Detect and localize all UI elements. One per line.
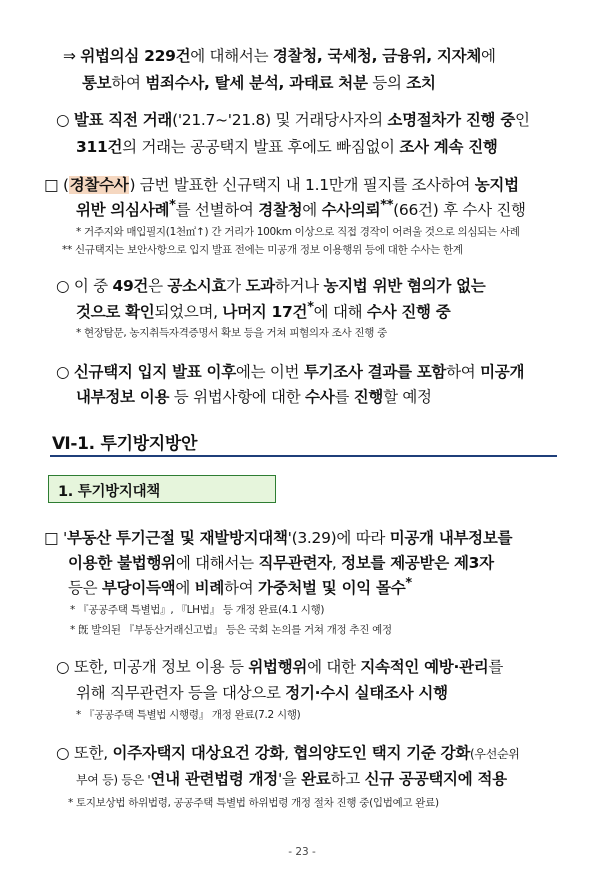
p3-line-1: □ (경찰수사) 금번 발표한 신규택지 내 1.1만개 필지를 조사하여 농지법 xyxy=(44,176,519,194)
p3-note-1: * 거주지와 매입필지(1천㎡↑) 간 거리가 100km 이상으로 직접 경작이 어려울 것으로 의심되는 사례 xyxy=(76,226,520,238)
p5-line-1: ○ 신규택지 입지 발표 이후에는 이번 투기조사 결과를 포함하여 미공개 xyxy=(56,363,525,381)
p8-line-1: ○ 또한, 이주자택지 대상요건 강화, 협의양도인 택지 기준 강화(우선순위 xyxy=(56,744,520,762)
p1-line-2: 통보하여 범죄수사, 탈세 분석, 과태료 처분 등의 조치 xyxy=(82,74,436,92)
p7-note-1: * 『공공주택 특별법 시행령』 개정 완료(7.2 시행) xyxy=(76,709,301,721)
p6-line-2: 이용한 불법행위에 대해서는 직무관련자, 정보를 제공받은 제3자 xyxy=(68,554,494,572)
section-title: Ⅵ-1. 투기방지방안 xyxy=(52,434,198,454)
p6-line-1: □ '부동산 투기근절 및 재발방지대책'(3.29)에 따라 미공개 내부정보를 xyxy=(44,529,513,547)
section-title-bar xyxy=(50,427,557,457)
p7-line-2: 위해 직무관련자 등을 대상으로 정기·수시 실태조사 시행 xyxy=(76,684,448,702)
subsection-box xyxy=(48,475,276,503)
page-number: - 23 - xyxy=(288,846,316,858)
p2-line-1: ○ 발표 직전 거래('21.7~'21.8) 및 거래당사자의 소명절차가 진행 중인 xyxy=(56,111,530,129)
p6-note-2: * 旣 발의된 『부동산거래신고법』 등은 국회 논의를 거쳐 개정 추진 예정 xyxy=(70,624,392,636)
p4-line-1: ○ 이 중 49건은 공소시효가 도과하거나 농지법 위반 혐의가 없는 xyxy=(56,277,486,295)
p8-note-1: * 토지보상법 하위법령, 공공주택 특별법 하위법령 개정 절차 진행 중(입법예고 완료) xyxy=(68,797,439,809)
p5-line-2: 내부정보 이용 등 위법사항에 대한 수사를 진행할 예정 xyxy=(76,388,432,406)
p3-note-2: ** 신규택지는 보안사항으로 입지 발표 전에는 미공개 정보 이용행위 등에 대한 수사는 한계 xyxy=(62,244,463,256)
p6-note-1: * 『공공주택 특별법』, 『LH법』 등 개정 완료(4.1 시행) xyxy=(70,604,325,616)
p4-note-1: * 현장탐문, 농지취득자격증명서 확보 등을 거쳐 피혐의자 조사 진행 중 xyxy=(76,327,387,339)
subsection-title: 1. 투기방지대책 xyxy=(58,484,160,500)
p3-line-2: 위반 의심사례*를 선별하여 경찰청에 수사의뢰**(66건) 후 수사 진행 xyxy=(76,198,526,220)
p6-line-3: 등은 부당이득액에 비례하여 가중처벌 및 이익 몰수* xyxy=(68,576,412,598)
p2-line-2: 311건의 거래는 공공택지 발표 후에도 빠짐없이 조사 계속 진행 xyxy=(76,138,498,156)
p4-line-2: 것으로 확인되었으며, 나머지 17건*에 대해 수사 진행 중 xyxy=(76,300,451,322)
p7-line-1: ○ 또한, 미공개 정보 이용 등 위법행위에 대한 지속적인 예방·관리를 xyxy=(56,658,504,676)
p8-line-2: 부여 등) 등은 '연내 관련법령 개정'을 완료하고 신규 공공택지에 적용 xyxy=(76,770,507,788)
p1-line-1: ⇒ 위법의심 229건에 대해서는 경찰청, 국세청, 금융위, 지자체에 xyxy=(63,47,496,65)
